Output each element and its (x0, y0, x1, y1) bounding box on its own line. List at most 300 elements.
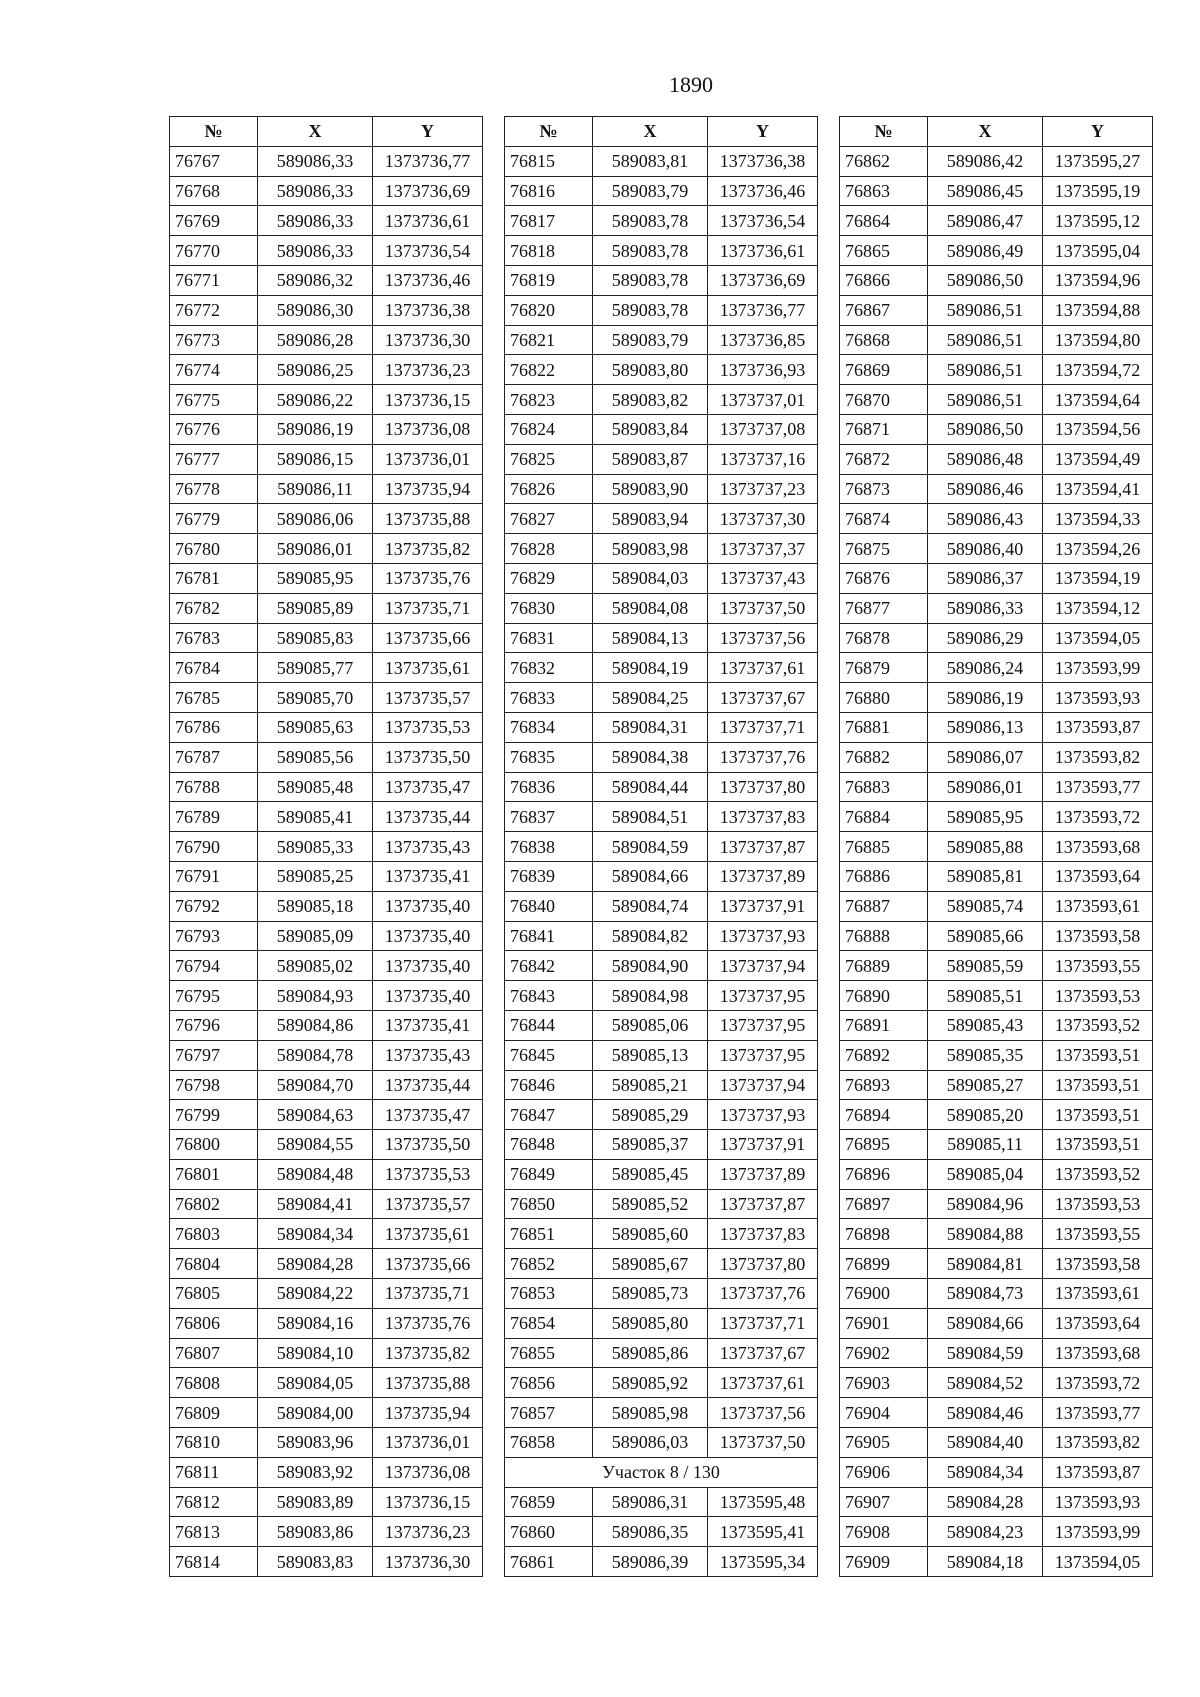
point-number-cell: 76848 (505, 1130, 593, 1160)
point-number-cell: 76906 (840, 1457, 928, 1487)
table-row (170, 772, 483, 802)
table-row (505, 951, 818, 981)
x-coordinate-cell: 589085,37 (593, 1130, 708, 1160)
point-number-cell: 76797 (170, 1040, 258, 1070)
y-coordinate-cell: 1373735,94 (373, 474, 483, 504)
table-row (170, 1487, 483, 1517)
y-coordinate-cell: 1373736,46 (708, 176, 818, 206)
y-coordinate-cell: 1373737,71 (708, 712, 818, 742)
x-coordinate-cell: 589084,66 (593, 861, 708, 891)
table-row (505, 1189, 818, 1219)
table-row (170, 1547, 483, 1577)
point-number-cell: 76878 (840, 623, 928, 653)
x-coordinate-cell: 589086,29 (928, 623, 1043, 653)
point-number-cell: 76772 (170, 295, 258, 325)
x-coordinate-cell: 589084,13 (593, 623, 708, 653)
point-number-cell: 76784 (170, 653, 258, 683)
table-row (840, 236, 1153, 266)
y-coordinate-cell: 1373737,87 (708, 832, 818, 862)
x-coordinate-cell: 589085,11 (928, 1130, 1043, 1160)
x-coordinate-cell: 589084,22 (258, 1279, 373, 1309)
table-row (840, 1487, 1153, 1517)
table-row (840, 1219, 1153, 1249)
y-coordinate-cell: 1373737,67 (708, 1338, 818, 1368)
table-row (840, 1398, 1153, 1428)
y-coordinate-cell: 1373737,76 (708, 1279, 818, 1309)
table-row (170, 1189, 483, 1219)
point-number-cell: 76899 (840, 1249, 928, 1279)
y-coordinate-cell: 1373735,47 (373, 1100, 483, 1130)
table-row (505, 325, 818, 355)
point-number-cell: 76879 (840, 653, 928, 683)
column-header-number: № (505, 117, 593, 147)
x-coordinate-cell: 589086,06 (258, 504, 373, 534)
y-coordinate-cell: 1373593,51 (1043, 1130, 1153, 1160)
y-coordinate-cell: 1373737,56 (708, 1398, 818, 1428)
y-coordinate-cell: 1373595,34 (708, 1547, 818, 1577)
table-row (840, 1279, 1153, 1309)
table-row (170, 1428, 483, 1458)
point-number-cell: 76827 (505, 504, 593, 534)
x-coordinate-cell: 589083,83 (258, 1547, 373, 1577)
point-number-cell: 76793 (170, 921, 258, 951)
x-coordinate-cell: 589085,92 (593, 1368, 708, 1398)
point-number-cell: 76780 (170, 534, 258, 564)
y-coordinate-cell: 1373593,53 (1043, 981, 1153, 1011)
point-number-cell: 76844 (505, 1010, 593, 1040)
point-number-cell: 76781 (170, 563, 258, 593)
point-number-cell: 76860 (505, 1517, 593, 1547)
table-row (840, 385, 1153, 415)
x-coordinate-cell: 589084,52 (928, 1368, 1043, 1398)
y-coordinate-cell: 1373736,69 (708, 265, 818, 295)
point-number-cell: 76871 (840, 414, 928, 444)
y-coordinate-cell: 1373593,64 (1043, 861, 1153, 891)
x-coordinate-cell: 589084,23 (928, 1517, 1043, 1547)
point-number-cell: 76907 (840, 1487, 928, 1517)
table-row (170, 593, 483, 623)
point-number-cell: 76826 (505, 474, 593, 504)
point-number-cell: 76845 (505, 1040, 593, 1070)
x-coordinate-cell: 589086,03 (593, 1428, 708, 1458)
y-coordinate-cell: 1373593,82 (1043, 1428, 1153, 1458)
x-coordinate-cell: 589083,87 (593, 444, 708, 474)
x-coordinate-cell: 589084,46 (928, 1398, 1043, 1428)
point-number-cell: 76888 (840, 921, 928, 951)
point-number-cell: 76870 (840, 385, 928, 415)
x-coordinate-cell: 589083,78 (593, 206, 708, 236)
point-number-cell: 76859 (505, 1487, 593, 1517)
x-coordinate-cell: 589086,48 (928, 444, 1043, 474)
point-number-cell: 76791 (170, 861, 258, 891)
x-coordinate-cell: 589084,41 (258, 1189, 373, 1219)
x-coordinate-cell: 589086,51 (928, 385, 1043, 415)
y-coordinate-cell: 1373594,64 (1043, 385, 1153, 415)
y-coordinate-cell: 1373737,80 (708, 772, 818, 802)
table-row (505, 1368, 818, 1398)
x-coordinate-cell: 589085,63 (258, 712, 373, 742)
y-coordinate-cell: 1373737,67 (708, 683, 818, 713)
x-coordinate-cell: 589085,18 (258, 891, 373, 921)
y-coordinate-cell: 1373735,50 (373, 1130, 483, 1160)
table-row (840, 921, 1153, 951)
y-coordinate-cell: 1373593,55 (1043, 1219, 1153, 1249)
point-number-cell: 76895 (840, 1130, 928, 1160)
y-coordinate-cell: 1373736,77 (708, 295, 818, 325)
y-coordinate-cell: 1373735,66 (373, 623, 483, 653)
table-row (170, 1070, 483, 1100)
point-number-cell: 76861 (505, 1547, 593, 1577)
y-coordinate-cell: 1373593,87 (1043, 712, 1153, 742)
y-coordinate-cell: 1373737,95 (708, 1040, 818, 1070)
table-row (840, 593, 1153, 623)
point-number-cell: 76775 (170, 385, 258, 415)
x-coordinate-cell: 589086,07 (928, 742, 1043, 772)
y-coordinate-cell: 1373736,61 (708, 236, 818, 266)
y-coordinate-cell: 1373735,76 (373, 1308, 483, 1338)
point-number-cell: 76790 (170, 832, 258, 862)
table-row (170, 236, 483, 266)
y-coordinate-cell: 1373737,91 (708, 891, 818, 921)
table-row (505, 534, 818, 564)
x-coordinate-cell: 589086,45 (928, 176, 1043, 206)
point-number-cell: 76841 (505, 921, 593, 951)
y-coordinate-cell: 1373735,61 (373, 653, 483, 683)
point-number-cell: 76820 (505, 295, 593, 325)
table-row (840, 1517, 1153, 1547)
x-coordinate-cell: 589085,35 (928, 1040, 1043, 1070)
y-coordinate-cell: 1373595,27 (1043, 146, 1153, 176)
table-row (170, 385, 483, 415)
table-row (505, 1279, 818, 1309)
x-coordinate-cell: 589085,70 (258, 683, 373, 713)
x-coordinate-cell: 589084,19 (593, 653, 708, 683)
point-number-cell: 76823 (505, 385, 593, 415)
y-coordinate-cell: 1373735,88 (373, 1368, 483, 1398)
x-coordinate-cell: 589086,37 (928, 563, 1043, 593)
table-row (170, 1010, 483, 1040)
y-coordinate-cell: 1373735,50 (373, 742, 483, 772)
point-number-cell: 76809 (170, 1398, 258, 1428)
y-coordinate-cell: 1373594,26 (1043, 534, 1153, 564)
y-coordinate-cell: 1373735,40 (373, 951, 483, 981)
y-coordinate-cell: 1373737,94 (708, 951, 818, 981)
y-coordinate-cell: 1373737,61 (708, 653, 818, 683)
x-coordinate-cell: 589086,33 (258, 176, 373, 206)
x-coordinate-cell: 589083,96 (258, 1428, 373, 1458)
section-row (505, 1457, 818, 1487)
y-coordinate-cell: 1373737,61 (708, 1368, 818, 1398)
table-header-row (170, 117, 483, 147)
table-row (505, 1130, 818, 1160)
point-number-cell: 76770 (170, 236, 258, 266)
y-coordinate-cell: 1373736,15 (373, 1487, 483, 1517)
y-coordinate-cell: 1373735,76 (373, 563, 483, 593)
point-number-cell: 76893 (840, 1070, 928, 1100)
point-number-cell: 76835 (505, 742, 593, 772)
table-row (170, 921, 483, 951)
point-number-cell: 76883 (840, 772, 928, 802)
x-coordinate-cell: 589086,11 (258, 474, 373, 504)
x-coordinate-cell: 589086,35 (593, 1517, 708, 1547)
point-number-cell: 76783 (170, 623, 258, 653)
point-number-cell: 76815 (505, 146, 593, 176)
table-row (505, 623, 818, 653)
table-row (505, 1249, 818, 1279)
x-coordinate-cell: 589084,82 (593, 921, 708, 951)
x-coordinate-cell: 589086,40 (928, 534, 1043, 564)
x-coordinate-cell: 589086,24 (928, 653, 1043, 683)
table-row (505, 1428, 818, 1458)
x-coordinate-cell: 589085,41 (258, 802, 373, 832)
table-row (505, 355, 818, 385)
table-row (840, 1040, 1153, 1070)
x-coordinate-cell: 589084,63 (258, 1100, 373, 1130)
y-coordinate-cell: 1373737,93 (708, 1100, 818, 1130)
table-row (170, 206, 483, 236)
y-coordinate-cell: 1373593,52 (1043, 1159, 1153, 1189)
table-row (840, 1457, 1153, 1487)
x-coordinate-cell: 589085,06 (593, 1010, 708, 1040)
y-coordinate-cell: 1373595,41 (708, 1517, 818, 1547)
y-coordinate-cell: 1373593,61 (1043, 1279, 1153, 1309)
x-coordinate-cell: 589085,59 (928, 951, 1043, 981)
y-coordinate-cell: 1373736,61 (373, 206, 483, 236)
x-coordinate-cell: 589084,59 (928, 1338, 1043, 1368)
x-coordinate-cell: 589086,30 (258, 295, 373, 325)
table-row (505, 295, 818, 325)
point-number-cell: 76909 (840, 1547, 928, 1577)
x-coordinate-cell: 589085,02 (258, 951, 373, 981)
table-row (840, 325, 1153, 355)
x-coordinate-cell: 589086,15 (258, 444, 373, 474)
point-number-cell: 76795 (170, 981, 258, 1011)
table-row (840, 802, 1153, 832)
x-coordinate-cell: 589085,81 (928, 861, 1043, 891)
coordinate-table-2 (504, 116, 818, 1577)
x-coordinate-cell: 589084,05 (258, 1368, 373, 1398)
table-row (505, 891, 818, 921)
y-coordinate-cell: 1373736,08 (373, 1457, 483, 1487)
point-number-cell: 76811 (170, 1457, 258, 1487)
x-coordinate-cell: 589086,43 (928, 504, 1043, 534)
point-number-cell: 76900 (840, 1279, 928, 1309)
point-number-cell: 76789 (170, 802, 258, 832)
x-coordinate-cell: 589084,00 (258, 1398, 373, 1428)
point-number-cell: 76873 (840, 474, 928, 504)
table-row (505, 146, 818, 176)
point-number-cell: 76843 (505, 981, 593, 1011)
table-row (840, 891, 1153, 921)
y-coordinate-cell: 1373735,40 (373, 921, 483, 951)
table-row (505, 742, 818, 772)
x-coordinate-cell: 589085,95 (928, 802, 1043, 832)
table-row (505, 1070, 818, 1100)
x-coordinate-cell: 589083,80 (593, 355, 708, 385)
y-coordinate-cell: 1373735,44 (373, 1070, 483, 1100)
point-number-cell: 76898 (840, 1219, 928, 1249)
y-coordinate-cell: 1373594,19 (1043, 563, 1153, 593)
x-coordinate-cell: 589084,34 (258, 1219, 373, 1249)
table-row (170, 146, 483, 176)
point-number-cell: 76776 (170, 414, 258, 444)
y-coordinate-cell: 1373735,47 (373, 772, 483, 802)
table-row (840, 683, 1153, 713)
x-coordinate-cell: 589086,33 (258, 146, 373, 176)
table-row (170, 981, 483, 1011)
point-number-cell: 76896 (840, 1159, 928, 1189)
point-number-cell: 76812 (170, 1487, 258, 1517)
y-coordinate-cell: 1373737,95 (708, 981, 818, 1011)
y-coordinate-cell: 1373735,43 (373, 832, 483, 862)
coordinate-table-3 (839, 116, 1153, 1577)
x-coordinate-cell: 589086,51 (928, 295, 1043, 325)
point-number-cell: 76830 (505, 593, 593, 623)
y-coordinate-cell: 1373593,72 (1043, 1368, 1153, 1398)
x-coordinate-cell: 589085,09 (258, 921, 373, 951)
y-coordinate-cell: 1373593,51 (1043, 1100, 1153, 1130)
y-coordinate-cell: 1373736,23 (373, 1517, 483, 1547)
point-number-cell: 76875 (840, 534, 928, 564)
point-number-cell: 76872 (840, 444, 928, 474)
column-header-y: Y (1043, 117, 1153, 147)
point-number-cell: 76786 (170, 712, 258, 742)
table-row (840, 1368, 1153, 1398)
table-row (170, 1308, 483, 1338)
coordinate-tables (169, 116, 1153, 1577)
y-coordinate-cell: 1373594,72 (1043, 355, 1153, 385)
table-row (505, 861, 818, 891)
point-number-cell: 76884 (840, 802, 928, 832)
table-row (840, 742, 1153, 772)
point-number-cell: 76897 (840, 1189, 928, 1219)
point-number-cell: 76822 (505, 355, 593, 385)
point-number-cell: 76868 (840, 325, 928, 355)
point-number-cell: 76903 (840, 1368, 928, 1398)
x-coordinate-cell: 589084,31 (593, 712, 708, 742)
x-coordinate-cell: 589085,56 (258, 742, 373, 772)
y-coordinate-cell: 1373735,41 (373, 1010, 483, 1040)
x-coordinate-cell: 589085,43 (928, 1010, 1043, 1040)
y-coordinate-cell: 1373593,51 (1043, 1070, 1153, 1100)
point-number-cell: 76808 (170, 1368, 258, 1398)
table-row (505, 1487, 818, 1517)
y-coordinate-cell: 1373593,93 (1043, 683, 1153, 713)
y-coordinate-cell: 1373595,48 (708, 1487, 818, 1517)
y-coordinate-cell: 1373595,19 (1043, 176, 1153, 206)
table-row (170, 1457, 483, 1487)
x-coordinate-cell: 589085,74 (928, 891, 1043, 921)
table-row (505, 474, 818, 504)
column-header-y: Y (708, 117, 818, 147)
table-row (840, 1010, 1153, 1040)
table-row (840, 712, 1153, 742)
table-row (505, 563, 818, 593)
table-row (840, 265, 1153, 295)
point-number-cell: 76787 (170, 742, 258, 772)
y-coordinate-cell: 1373593,77 (1043, 1398, 1153, 1428)
y-coordinate-cell: 1373594,05 (1043, 623, 1153, 653)
x-coordinate-cell: 589084,55 (258, 1130, 373, 1160)
table-row (840, 1159, 1153, 1189)
table-row (505, 206, 818, 236)
point-number-cell: 76857 (505, 1398, 593, 1428)
point-number-cell: 76891 (840, 1010, 928, 1040)
table-row (170, 1398, 483, 1428)
point-number-cell: 76889 (840, 951, 928, 981)
table-row (840, 1547, 1153, 1577)
point-number-cell: 76908 (840, 1517, 928, 1547)
point-number-cell: 76890 (840, 981, 928, 1011)
x-coordinate-cell: 589084,10 (258, 1338, 373, 1368)
table-row (170, 1100, 483, 1130)
point-number-cell: 76831 (505, 623, 593, 653)
y-coordinate-cell: 1373735,71 (373, 1279, 483, 1309)
table-row (170, 176, 483, 206)
table-row (170, 653, 483, 683)
x-coordinate-cell: 589086,50 (928, 265, 1043, 295)
table-row (840, 474, 1153, 504)
table-row (170, 1279, 483, 1309)
column-header-x: X (593, 117, 708, 147)
point-number-cell: 76829 (505, 563, 593, 593)
point-number-cell: 76768 (170, 176, 258, 206)
x-coordinate-cell: 589086,01 (258, 534, 373, 564)
y-coordinate-cell: 1373737,08 (708, 414, 818, 444)
point-number-cell: 76792 (170, 891, 258, 921)
y-coordinate-cell: 1373593,77 (1043, 772, 1153, 802)
x-coordinate-cell: 589086,47 (928, 206, 1043, 236)
point-number-cell: 76788 (170, 772, 258, 802)
x-coordinate-cell: 589083,82 (593, 385, 708, 415)
table-row (505, 444, 818, 474)
x-coordinate-cell: 589083,90 (593, 474, 708, 504)
table-row (170, 1249, 483, 1279)
table-row (840, 355, 1153, 385)
x-coordinate-cell: 589086,33 (258, 236, 373, 266)
table-row (505, 1100, 818, 1130)
table-row (840, 414, 1153, 444)
x-coordinate-cell: 589085,60 (593, 1219, 708, 1249)
x-coordinate-cell: 589084,73 (928, 1279, 1043, 1309)
table-row (170, 891, 483, 921)
y-coordinate-cell: 1373737,83 (708, 802, 818, 832)
x-coordinate-cell: 589084,86 (258, 1010, 373, 1040)
point-number-cell: 76867 (840, 295, 928, 325)
point-number-cell: 76892 (840, 1040, 928, 1070)
y-coordinate-cell: 1373737,16 (708, 444, 818, 474)
point-number-cell: 76856 (505, 1368, 593, 1398)
y-coordinate-cell: 1373736,38 (373, 295, 483, 325)
y-coordinate-cell: 1373736,77 (373, 146, 483, 176)
y-coordinate-cell: 1373735,57 (373, 1189, 483, 1219)
x-coordinate-cell: 589085,33 (258, 832, 373, 862)
x-coordinate-cell: 589084,03 (593, 563, 708, 593)
y-coordinate-cell: 1373736,85 (708, 325, 818, 355)
point-number-cell: 76800 (170, 1130, 258, 1160)
table-row (505, 1010, 818, 1040)
point-number-cell: 76814 (170, 1547, 258, 1577)
y-coordinate-cell: 1373736,54 (373, 236, 483, 266)
x-coordinate-cell: 589086,19 (258, 414, 373, 444)
table-row (170, 1159, 483, 1189)
table-row (170, 563, 483, 593)
y-coordinate-cell: 1373737,80 (708, 1249, 818, 1279)
x-coordinate-cell: 589084,16 (258, 1308, 373, 1338)
table-row (505, 414, 818, 444)
x-coordinate-cell: 589083,89 (258, 1487, 373, 1517)
y-coordinate-cell: 1373737,71 (708, 1308, 818, 1338)
